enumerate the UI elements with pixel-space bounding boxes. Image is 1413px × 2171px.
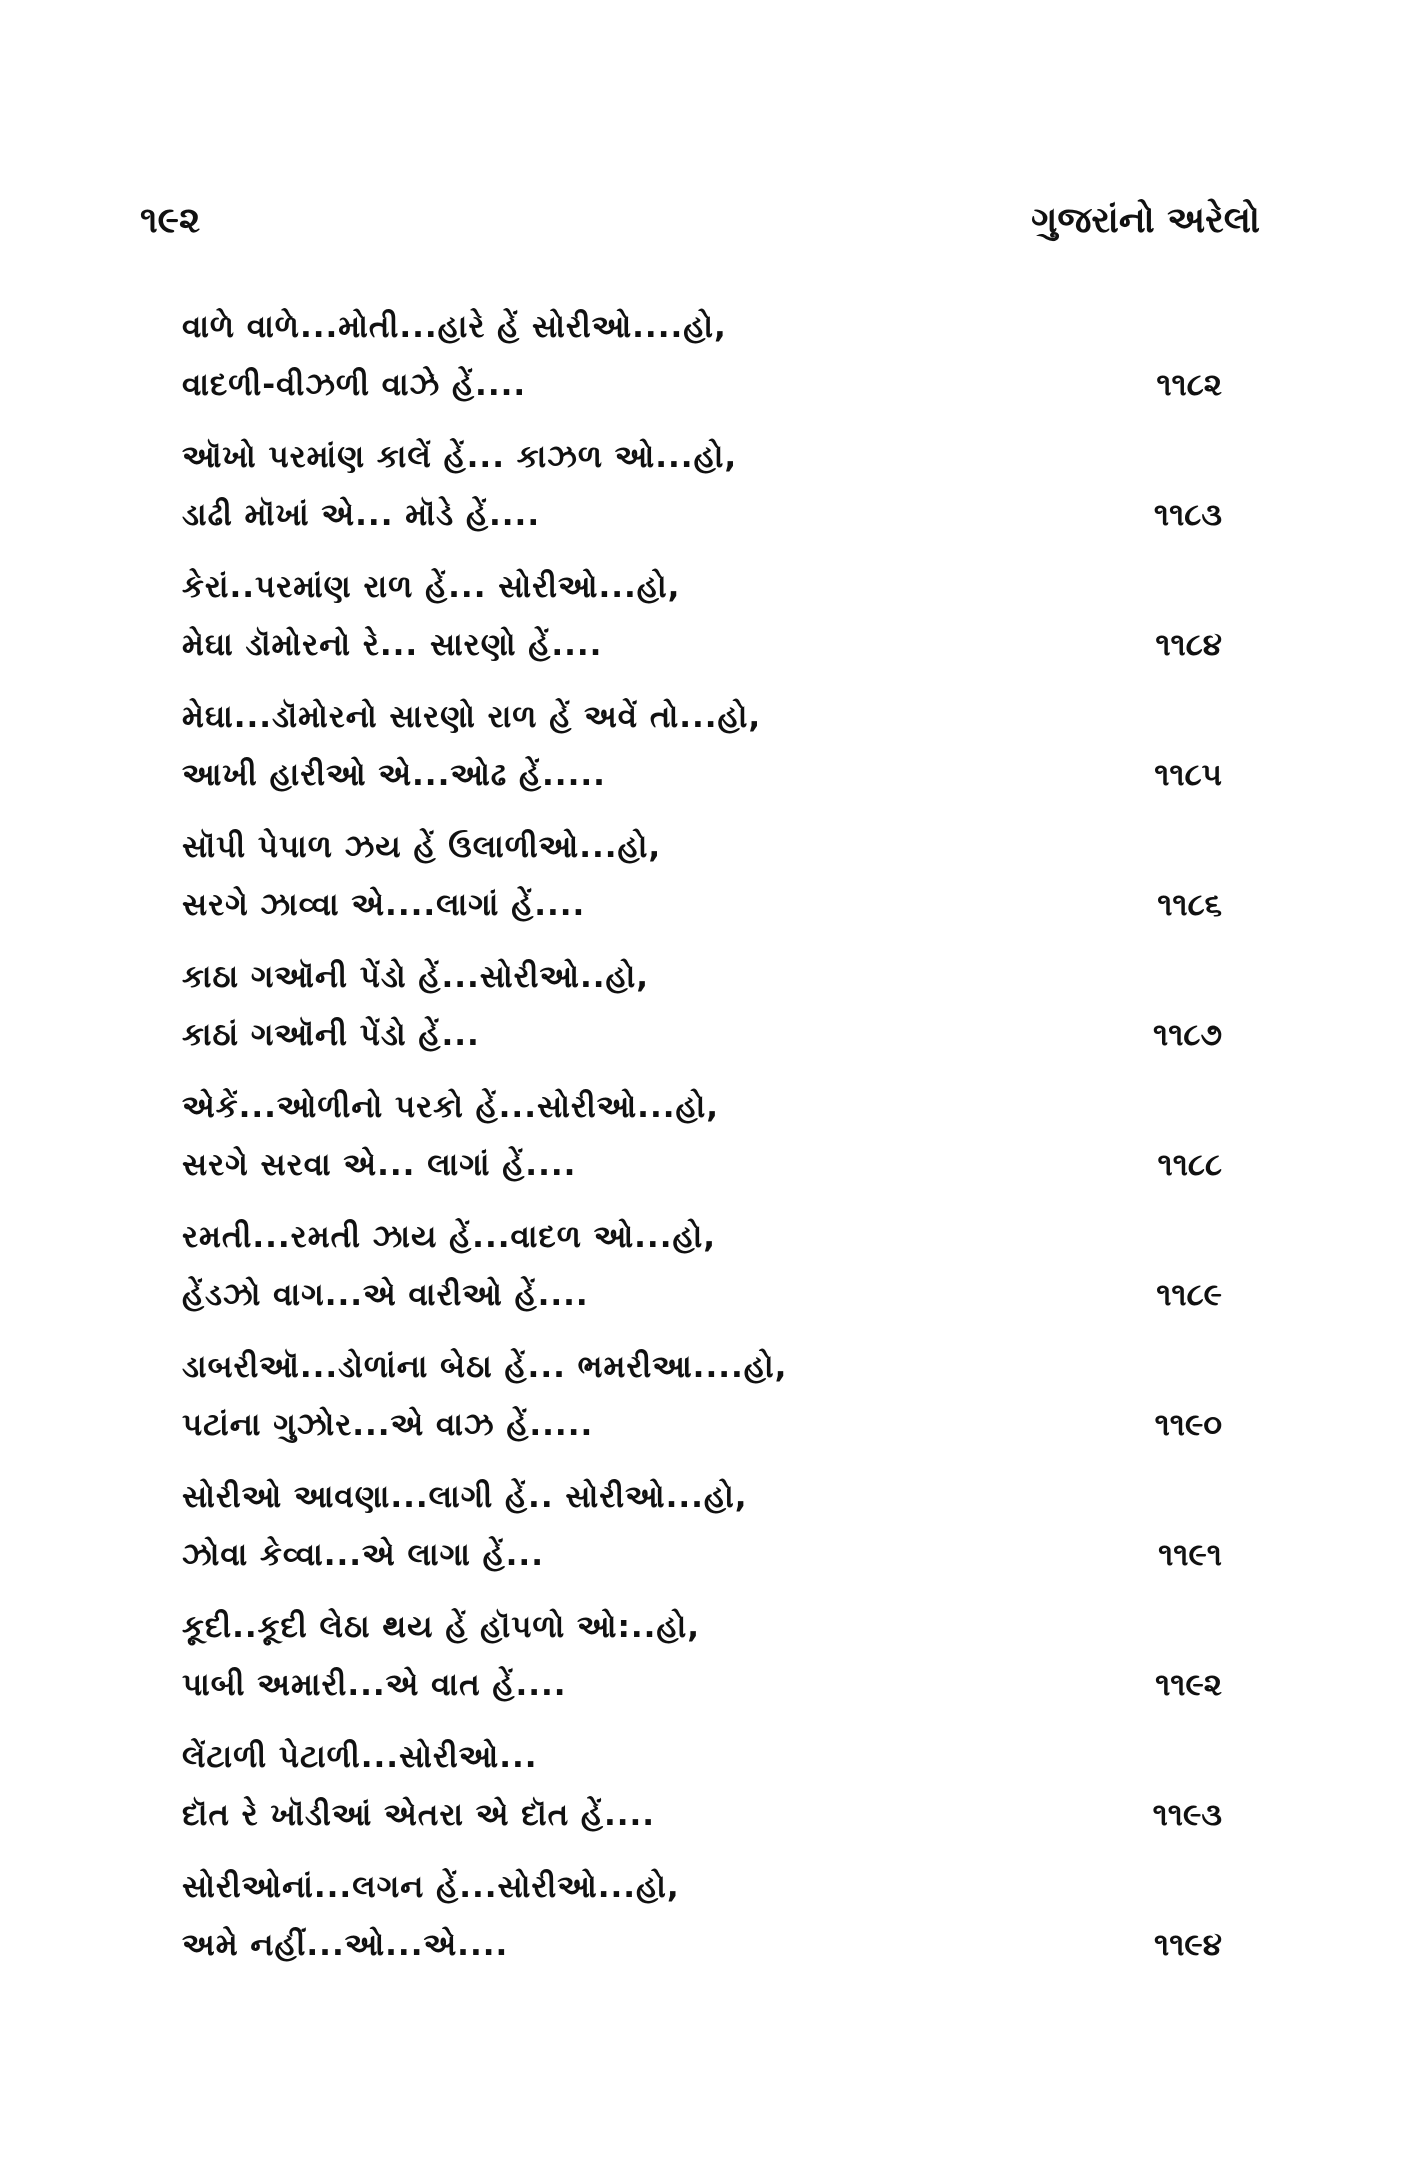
verse-line-1: સોરીઓ આવણા...લાગી હેં.. સોરીઓ...હો, (182, 1479, 748, 1515)
verse-line-1: મેઘા...ડૉમોરનો સારણો રાળ હેં અવેં તો...હો, (182, 699, 762, 735)
verse-number: ૧૧૯૩ (1152, 1797, 1222, 1833)
verse (182, 1208, 1222, 1338)
verse (182, 1598, 1222, 1728)
verse-line-2: સરગે સરવા એ... લાગાં હેં.... (182, 1147, 577, 1183)
verse-line-2: દૉત રે ખૉડીઆં એતરા એ દૉત હેં.... (182, 1797, 656, 1833)
verse-line-2: પાબી અમારી...એ વાત હેં.... (182, 1667, 567, 1703)
verse-line-2: વાદળી-વીઝળી વાઝે હેં.... (182, 367, 527, 403)
verse (182, 428, 1222, 558)
verse-number: ૧૧૮૬ (1157, 887, 1222, 923)
verse-number: ૧૧૮૮ (1157, 1147, 1222, 1183)
verse-number: ૧૧૯૦ (1154, 1407, 1222, 1443)
page-number: ૧૯૨ (140, 200, 201, 241)
verse-line-1: સોરીઓનાં...લગન હેં...સોરીઓ...હો, (182, 1869, 680, 1905)
verse (182, 1078, 1222, 1208)
page-header (140, 200, 1260, 260)
verse (182, 1468, 1222, 1598)
verse (182, 1728, 1222, 1858)
verse-line-1: લેંટાળી પેટાળી...સોરીઓ... (182, 1739, 538, 1775)
verse-line-1: ઑખો પરમાંણ કાલેં હેં... કાઝળ ઓ...હો, (182, 439, 738, 475)
verse-line-1: કેરાં..પરમાંણ રાળ હેં... સોરીઓ...હો, (182, 569, 681, 605)
verse-line-2: સરગે ઝાવ્વા એ....લાગાં હેં.... (182, 887, 586, 923)
verse-line-1: વાળે વાળે...મોતી...હારે હેં સોરીઓ....હો, (182, 309, 727, 345)
verse-line-2: પટાંના ગુઝોર...એ વાઝ હેં..... (182, 1407, 594, 1443)
verse-line-1: સૉપી પેપાળ ઝય હેં ઉલાળીઓ...હો, (182, 829, 662, 865)
book-title: ગુજરાંનો અરેલો (1031, 200, 1260, 241)
verse-line-2: મેઘા ડૉમોરનો રે... સારણો હેં.... (182, 627, 603, 663)
verse (182, 1338, 1222, 1468)
verse-line-2: અમે નહીં...ઓ...એ.... (182, 1927, 509, 1963)
verse-number: ૧૧૮૪ (1155, 627, 1222, 663)
verse-line-2: કાઠાં ગઑની પેંડો હેં... (182, 1017, 480, 1053)
verse-number: ૧૧૮૯ (1156, 1277, 1222, 1313)
verse-line-2: હેંડઝો વાગ...એ વારીઓ હેં.... (182, 1277, 589, 1313)
verse-number: ૧૧૮૩ (1153, 497, 1222, 533)
verse (182, 1858, 1222, 1988)
verse (182, 948, 1222, 1078)
verse-list (182, 298, 1222, 1988)
verse-line-2: ઝોવા કેવ્વા...એ લાગા હેં... (182, 1537, 544, 1573)
verse-line-1: ડાબરીઑ...ડોળાંના બેઠા હેં... ભમરીઆ....હો, (182, 1349, 788, 1385)
verse (182, 818, 1222, 948)
verse-number: ૧૧૯૪ (1154, 1927, 1222, 1963)
verse-number: ૧૧૯૧ (1158, 1537, 1222, 1573)
verse-line-1: કૂદી..કૂદી લેઠા થય હેં હૉપળો ઓ:..હો, (182, 1609, 700, 1645)
verse-line-1: એકેં...ઓળીનો પરકો હેં...સોરીઓ...હો, (182, 1089, 720, 1125)
verse-number: ૧૧૮૨ (1156, 367, 1222, 403)
verse-number: ૧૧૮૫ (1154, 757, 1222, 793)
verse-line-2: આખી હારીઓ એ...ઓઢ હેં..... (182, 757, 606, 793)
verse-line-2: ડાઢી મૉખાં એ... મૉડે હેં.... (182, 497, 541, 533)
verse (182, 688, 1222, 818)
verse-line-1: કાઠા ગઑની પેંડો હેં...સોરીઓ..હો, (182, 959, 650, 995)
verse (182, 558, 1222, 688)
verse-line-1: રમતી...રમતી ઝાય હેં...વાદળ ઓ...હો, (182, 1219, 717, 1255)
verse-number: ૧૧૮૭ (1153, 1017, 1222, 1053)
verse (182, 298, 1222, 428)
verse-number: ૧૧૯૨ (1155, 1667, 1222, 1703)
